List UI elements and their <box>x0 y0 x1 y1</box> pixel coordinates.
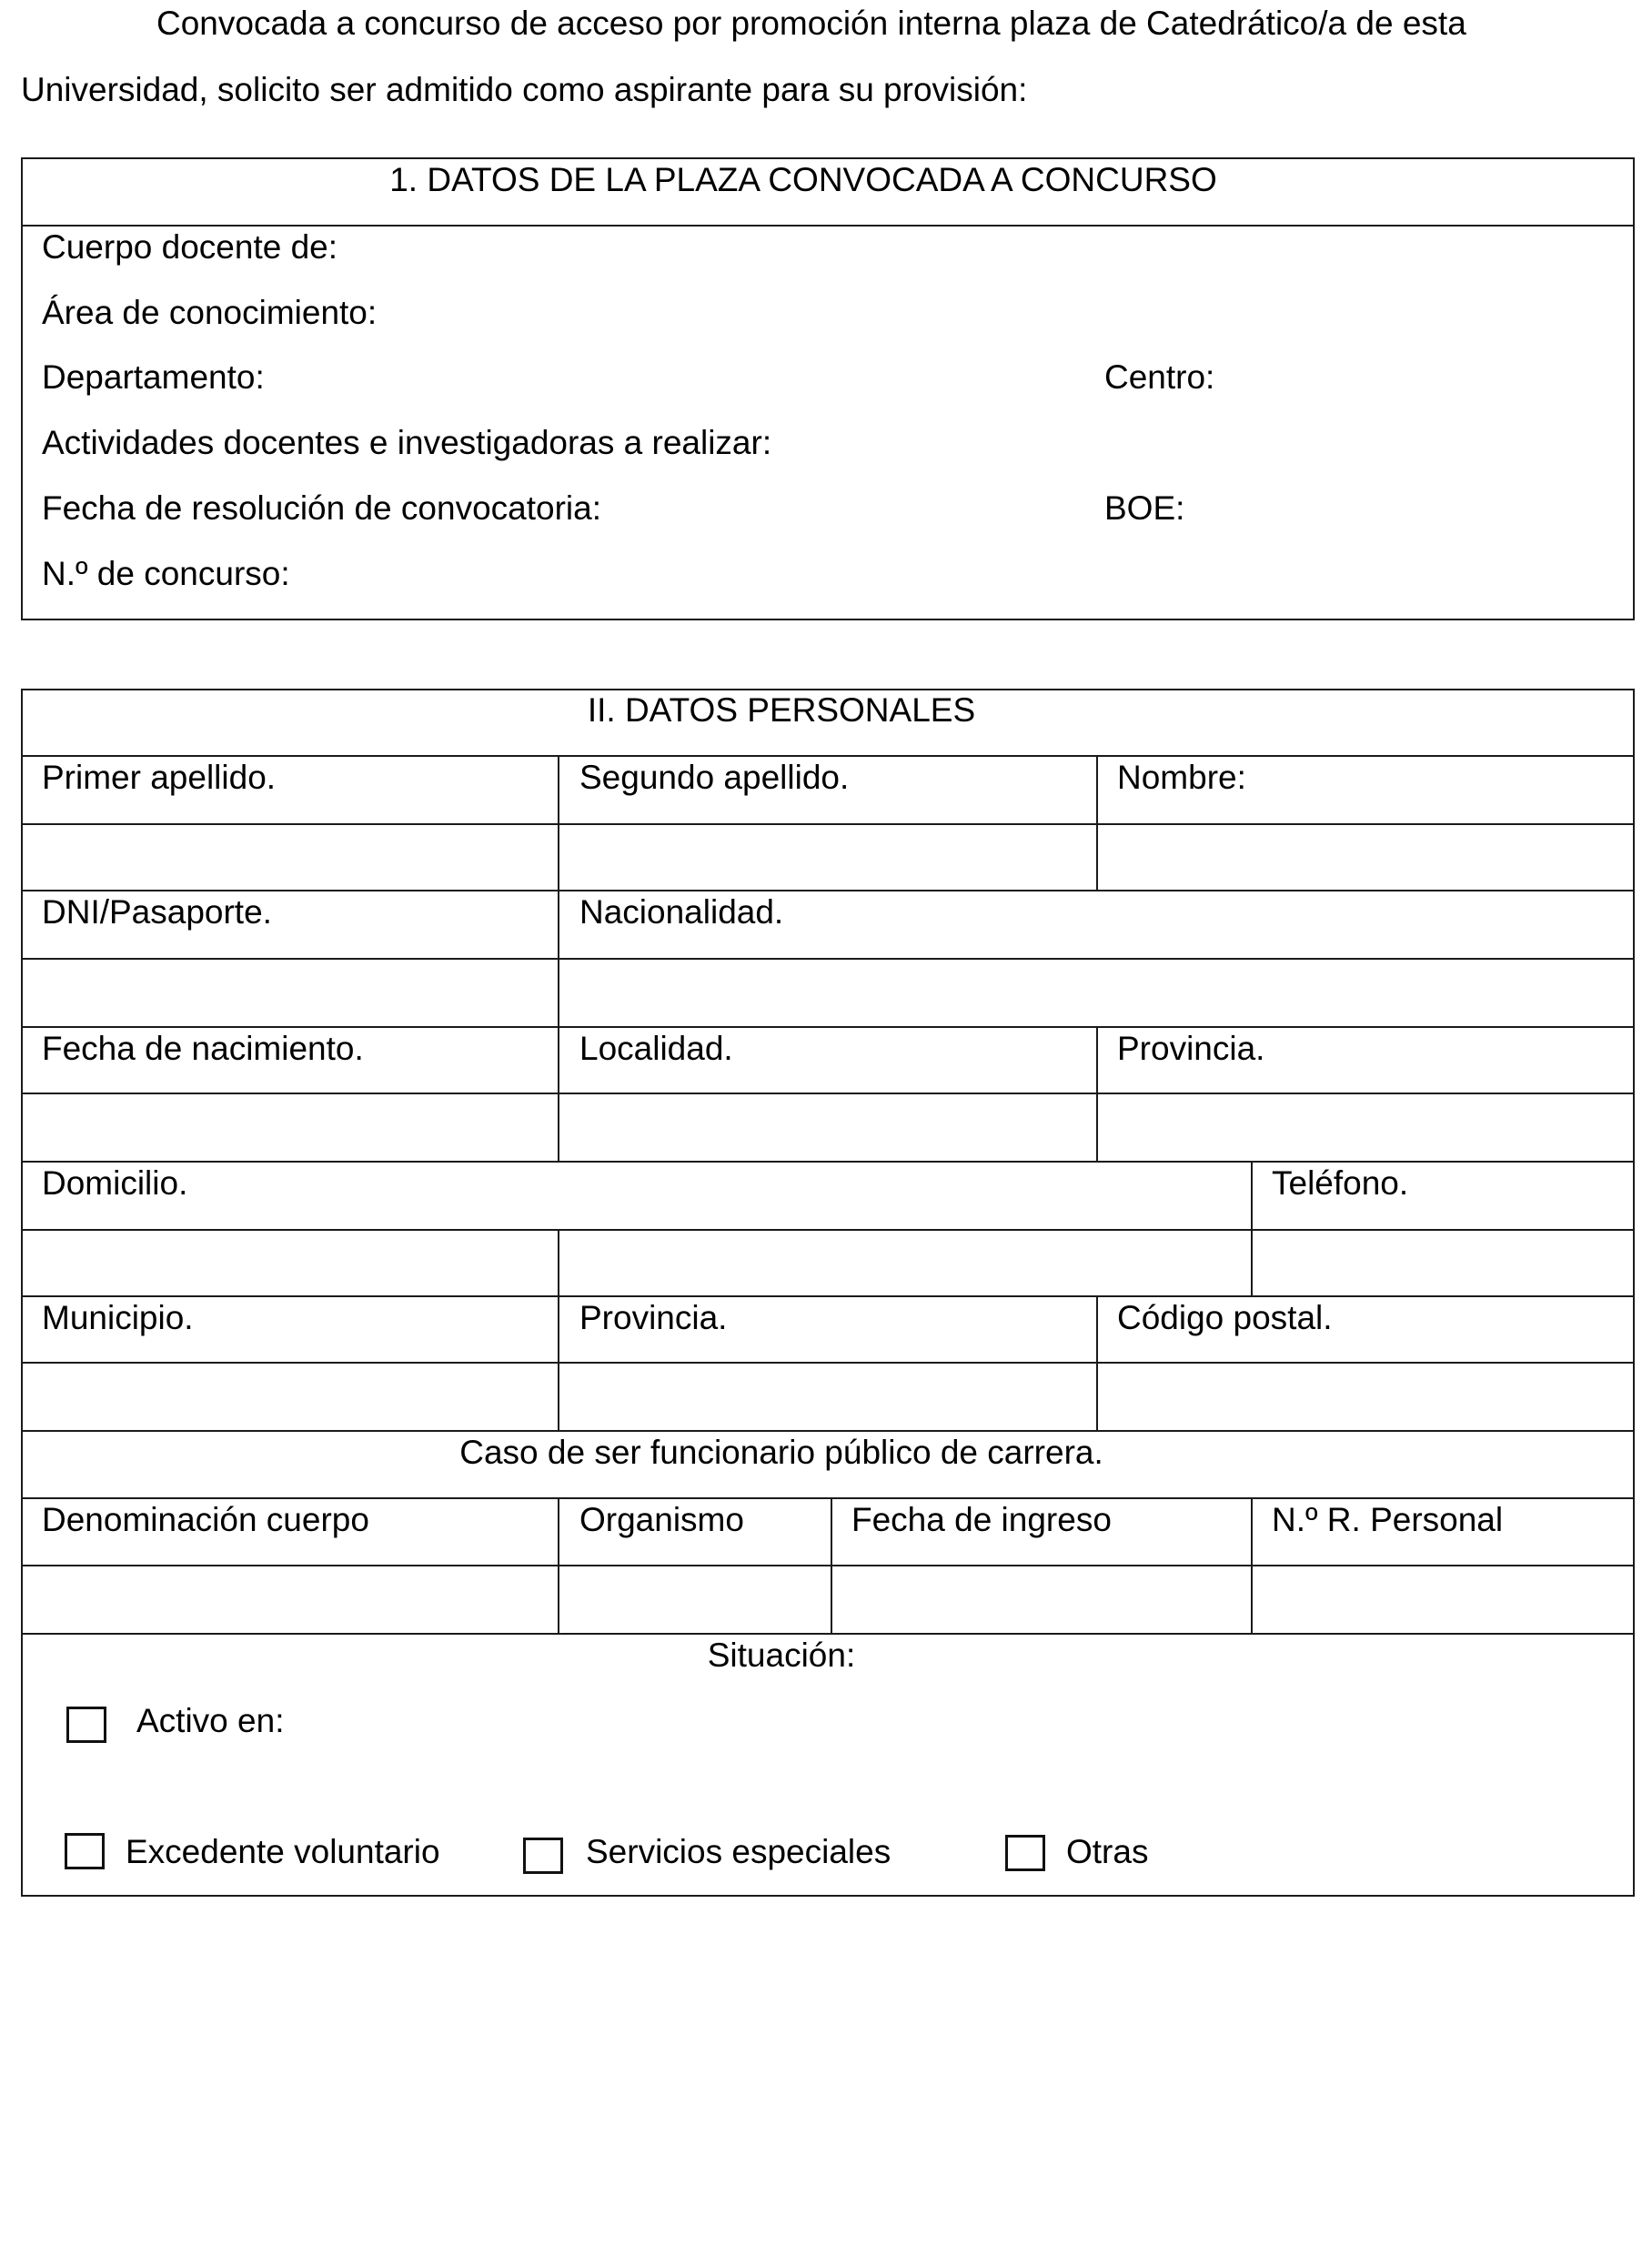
boe-input[interactable] <box>1210 492 1614 534</box>
label-departamento: Departamento: <box>42 358 265 396</box>
fecha-resolucion-input[interactable] <box>682 492 1086 534</box>
dni-input[interactable] <box>33 966 550 1019</box>
localidad-input[interactable] <box>569 1101 1087 1153</box>
label-centro: Centro: <box>1104 358 1215 396</box>
label-servicios-especiales: Servicios especiales <box>586 1833 891 1870</box>
denominacion-cuerpo-input[interactable] <box>33 1574 550 1626</box>
label-activo: Activo en: <box>136 1702 285 1739</box>
divider <box>21 823 1635 825</box>
nombre-input[interactable] <box>1108 831 1626 884</box>
excedente-checkbox[interactable] <box>65 1833 105 1869</box>
divider <box>21 1229 1635 1231</box>
provincia-nacimiento-input[interactable] <box>1108 1101 1626 1153</box>
centro-input[interactable] <box>1246 361 1614 403</box>
label-excedente: Excedente voluntario <box>126 1833 440 1870</box>
domicilio-input-1[interactable] <box>33 1237 550 1290</box>
divider <box>21 958 1635 960</box>
divider <box>558 890 559 1026</box>
label-boe: BOE: <box>1104 489 1185 527</box>
nrp-input[interactable] <box>1263 1574 1626 1626</box>
divider <box>558 1295 559 1430</box>
divider <box>1096 1295 1098 1430</box>
divider <box>1096 755 1098 890</box>
divider <box>21 1430 1635 1432</box>
label-nrp: N.º R. Personal <box>1272 1501 1504 1538</box>
nacionalidad-input[interactable] <box>569 966 1626 1019</box>
divider <box>21 1565 1635 1566</box>
domicilio-input-2[interactable] <box>569 1237 1242 1290</box>
departamento-input[interactable] <box>309 361 1077 403</box>
intro-line-2: Universidad, solicito ser admitido como aspirante para su provisión: <box>21 71 1028 108</box>
label-municipio: Municipio. <box>42 1299 194 1336</box>
codigo-postal-input[interactable] <box>1108 1371 1626 1424</box>
provincia-domicilio-input[interactable] <box>569 1371 1087 1424</box>
fecha-nacimiento-input[interactable] <box>33 1101 550 1153</box>
label-fecha-ingreso: Fecha de ingreso <box>851 1501 1112 1538</box>
label-fecha-nacimiento: Fecha de nacimiento. <box>42 1030 364 1067</box>
label-actividades: Actividades docentes e investigadoras a realizar: <box>42 424 772 461</box>
label-nacionalidad: Nacionalidad. <box>579 893 784 931</box>
divider <box>21 1295 1635 1297</box>
otras-checkbox[interactable] <box>1005 1835 1045 1871</box>
servicios-especiales-checkbox[interactable] <box>523 1838 563 1874</box>
label-telefono: Teléfono. <box>1272 1164 1409 1202</box>
actividades-input[interactable] <box>878 427 1614 468</box>
label-organismo: Organismo <box>579 1501 744 1538</box>
primer-apellido-input[interactable] <box>33 831 550 884</box>
label-otras: Otras <box>1066 1833 1149 1870</box>
activo-en-input[interactable] <box>309 1705 1614 1750</box>
divider <box>1096 1026 1098 1161</box>
label-localidad: Localidad. <box>579 1030 733 1067</box>
divider <box>21 890 1635 891</box>
label-dni: DNI/Pasaporte. <box>42 893 272 931</box>
label-area: Área de conocimiento: <box>42 294 378 331</box>
divider <box>1251 1161 1253 1295</box>
label-num-concurso: N.º de concurso: <box>42 555 290 592</box>
divider <box>1251 1497 1253 1633</box>
divider <box>558 1229 559 1295</box>
divider <box>558 1026 559 1161</box>
divider <box>21 1093 1635 1094</box>
intro-line-1: Convocada a concurso de acceso por promoción interna plaza de Catedrático/a de esta <box>156 5 1466 42</box>
funcionario-title: Caso de ser funcionario público de carrera. <box>459 1434 1103 1471</box>
cuerpo-input[interactable] <box>391 231 1614 273</box>
label-provincia-domicilio: Provincia. <box>579 1299 728 1336</box>
divider <box>21 1362 1635 1364</box>
label-nombre: Nombre: <box>1117 759 1246 796</box>
divider <box>21 1026 1635 1028</box>
area-input[interactable] <box>437 297 1614 338</box>
fecha-ingreso-input[interactable] <box>842 1574 1242 1626</box>
divider <box>831 1497 832 1633</box>
label-provincia-nacimiento: Provincia. <box>1117 1030 1265 1067</box>
divider <box>21 1497 1635 1499</box>
num-concurso-input[interactable] <box>337 558 1614 599</box>
divider <box>21 755 1635 757</box>
telefono-input[interactable] <box>1263 1237 1626 1290</box>
section-1-title: 1. DATOS DE LA PLAZA CONVOCADA A CONCURSO <box>389 161 1217 198</box>
label-codigo-postal: Código postal. <box>1117 1299 1333 1336</box>
label-segundo-apellido: Segundo apellido. <box>579 759 850 796</box>
label-fecha-resolucion: Fecha de resolución de convocatoria: <box>42 489 601 527</box>
divider <box>21 225 1635 227</box>
divider <box>558 755 559 890</box>
activo-checkbox[interactable] <box>66 1707 106 1743</box>
label-primer-apellido: Primer apellido. <box>42 759 277 796</box>
label-cuerpo: Cuerpo docente de: <box>42 228 338 266</box>
divider <box>21 1633 1635 1635</box>
label-domicilio: Domicilio. <box>42 1164 188 1202</box>
label-denominacion-cuerpo: Denominación cuerpo <box>42 1501 369 1538</box>
section-2-title: II. DATOS PERSONALES <box>587 691 976 729</box>
municipio-input[interactable] <box>33 1371 550 1424</box>
divider <box>558 1497 559 1633</box>
organismo-input[interactable] <box>569 1574 823 1626</box>
divider <box>21 1161 1635 1163</box>
segundo-apellido-input[interactable] <box>569 831 1087 884</box>
situacion-title: Situación: <box>707 1637 856 1674</box>
